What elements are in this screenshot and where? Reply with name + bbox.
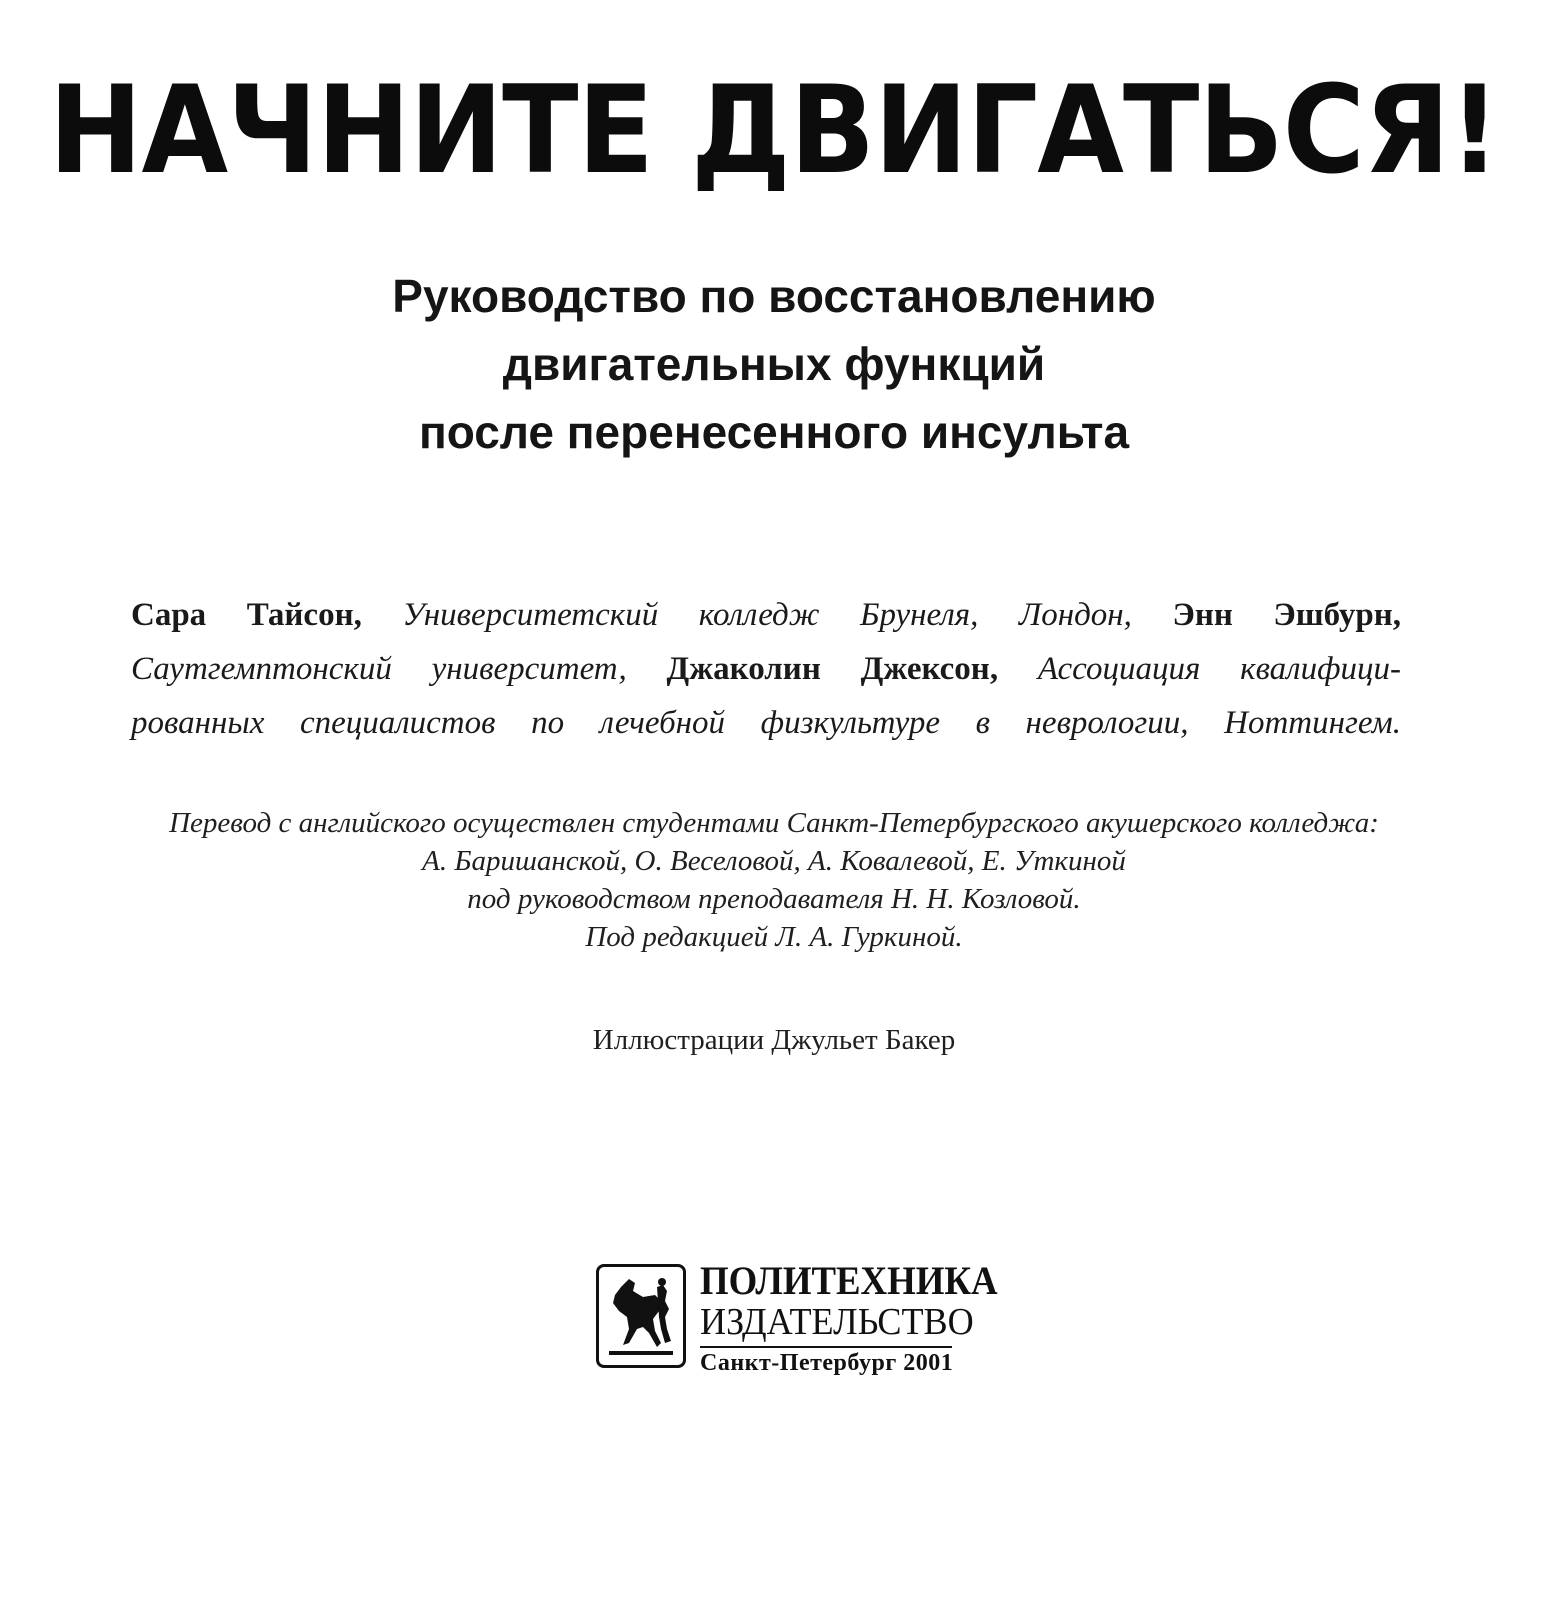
subtitle-line-1: Руководство по восстановлению	[392, 270, 1156, 322]
author-3-name: Джаколин Джексон,	[666, 651, 999, 687]
publisher-type: ИЗДАТЕЛЬСТВО	[700, 1301, 974, 1343]
publisher-city-year: Санкт-Петербург 2001	[700, 1350, 954, 1376]
translation-line-1: Перевод с английского осуществлен студентами Санкт-Петербургского акушерского колледжа:	[169, 807, 1379, 839]
publisher-name: ПОЛИТЕХНИКА	[700, 1258, 998, 1303]
book-subtitle	[0, 262, 1548, 466]
translation-line-3: под руководством преподавателя Н. Н. Козловой.	[467, 883, 1081, 915]
book-title: НАЧНИТЕ ДВИГАТЬСЯ!	[48, 60, 1500, 202]
authors-line-3	[131, 696, 1401, 750]
author-3-affiliation-part-1: Ассоциация квалифици-	[1037, 651, 1401, 687]
authors-block	[131, 588, 1401, 750]
author-1-name: Сара Тайсон,	[131, 597, 362, 633]
author-1-affiliation: Университетский колледж Брунеля, Лондон,	[402, 597, 1132, 633]
authors-line-1	[131, 588, 1401, 642]
authors-line-2	[131, 642, 1401, 696]
illustrations-credit: Иллюстрации Джульет Бакер	[592, 1024, 956, 1056]
translation-line-2: А. Баришанской, О. Веселовой, А. Ковалевой, Е. Уткиной	[422, 845, 1126, 877]
author-3-affiliation-part-2: рованных специалистов по лечебной физкультуре в неврологии, Ноттингем.	[131, 705, 1401, 741]
author-2-affiliation: Саутгемптонский университет,	[131, 651, 627, 687]
horse-rider-logo-icon	[596, 1264, 686, 1368]
translation-credits	[0, 804, 1548, 956]
author-2-name: Энн Эшбурн,	[1172, 597, 1402, 633]
translation-line-4: Под редакцией Л. А. Гуркиной.	[585, 921, 963, 953]
publisher-imprint	[596, 1258, 998, 1376]
subtitle-line-3: после перенесенного инсульта	[418, 406, 1130, 458]
subtitle-line-2: двигательных функций	[502, 338, 1046, 390]
